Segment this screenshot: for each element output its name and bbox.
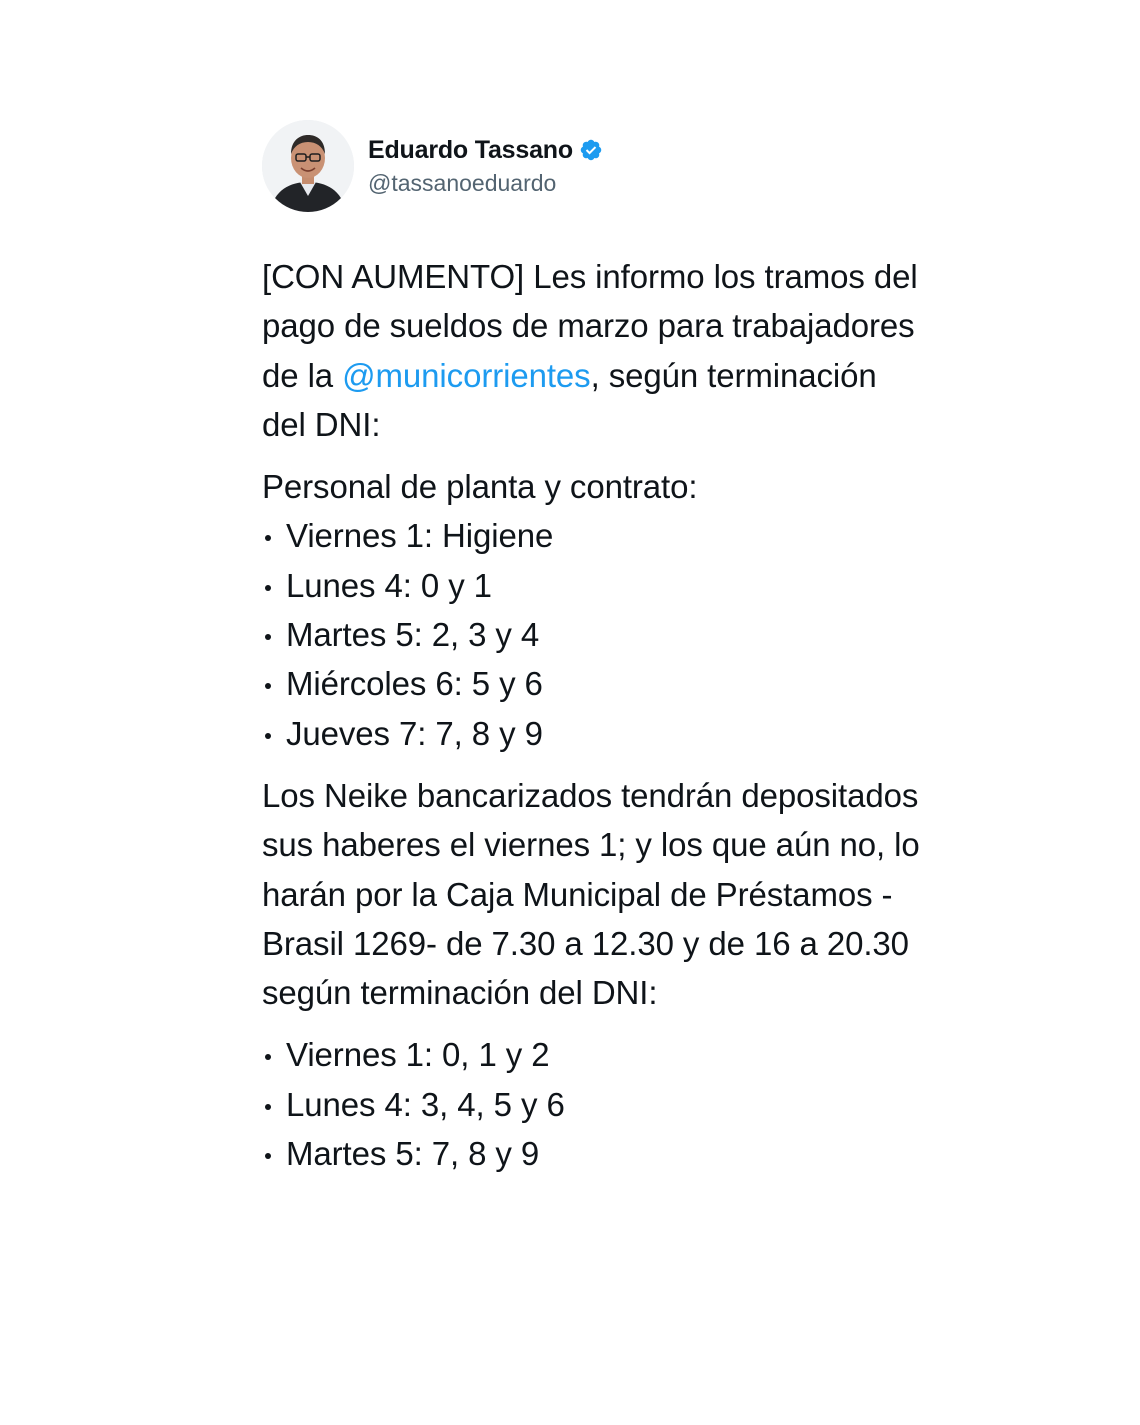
author-identity <box>368 134 603 199</box>
bullet-icon <box>262 610 286 659</box>
intro-text-end: , según terminación del DNI: <box>262 356 877 443</box>
list-item-text: Lunes 4: 3, 4, 5 y 6 <box>286 1085 565 1123</box>
bullet-icon <box>262 659 286 708</box>
bullet-icon <box>262 1080 286 1129</box>
tweet-body <box>262 252 922 1178</box>
section1-title: Personal de planta y contrato: <box>262 468 698 506</box>
section1-list <box>262 511 922 757</box>
author-handle[interactable]: @tassanoeduardo <box>368 169 557 196</box>
list-item-text: Miércoles 6: 5 y 6 <box>286 665 543 703</box>
intro-paragraph <box>262 252 922 449</box>
list-item <box>262 511 922 560</box>
list-item <box>262 1030 922 1079</box>
mention-link[interactable]: @municorrientes <box>342 356 591 394</box>
list-item-text: Viernes 1: Higiene <box>286 517 554 555</box>
list-item-text: Martes 5: 2, 3 y 4 <box>286 616 540 654</box>
bullet-icon <box>262 561 286 610</box>
list-item <box>262 1080 922 1129</box>
tweet-card <box>262 120 922 1191</box>
profile-photo-icon <box>262 120 354 212</box>
bullet-icon <box>262 1129 286 1178</box>
list-item <box>262 1129 922 1178</box>
name-row <box>368 134 603 166</box>
list-item <box>262 561 922 610</box>
section2-list <box>262 1030 922 1178</box>
avatar[interactable] <box>262 120 354 212</box>
list-item-text: Martes 5: 7, 8 y 9 <box>286 1135 540 1173</box>
intro-text: [CON AUMENTO] Les informo los tramos del pago de sueldos de marzo para trabajadores de la <box>262 258 918 394</box>
bullet-icon <box>262 511 286 560</box>
bullet-icon <box>262 1030 286 1079</box>
list-item-text: Viernes 1: 0, 1 y 2 <box>286 1036 550 1074</box>
list-item-text: Lunes 4: 0 y 1 <box>286 566 492 604</box>
list-item <box>262 610 922 659</box>
section2-paragraph: Los Neike bancarizados tendrán depositados sus haberes el viernes 1; y los que aún no, lo harán por la Caja Municipal de Préstamos -Brasil 1269- de 7.30 a 12.30 y de 16 a 20.30 según terminación del DNI: <box>262 776 920 1012</box>
verified-badge-icon <box>579 138 603 162</box>
list-item <box>262 709 922 758</box>
list-item-text: Jueves 7: 7, 8 y 9 <box>286 714 543 752</box>
list-item <box>262 659 922 708</box>
bullet-icon <box>262 709 286 758</box>
display-name[interactable]: Eduardo Tassano <box>368 135 573 164</box>
tweet-header <box>262 120 922 212</box>
